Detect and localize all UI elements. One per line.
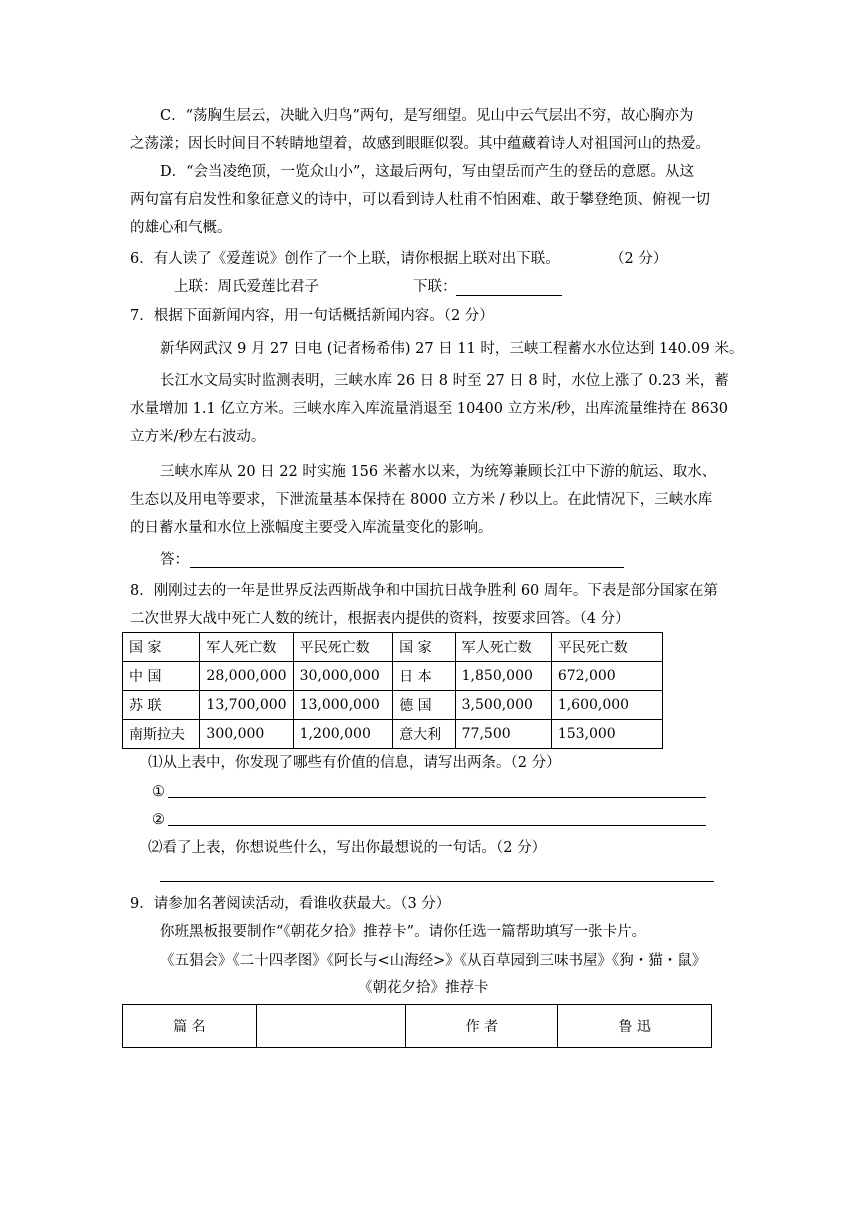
q8-answer-mark-1: ①: [152, 784, 165, 800]
card-author-label: 作 者: [406, 1005, 558, 1048]
q9-question: 9．请参加名著阅读活动，看谁收获最大。（3 分）: [130, 896, 451, 912]
table-row: [123, 662, 663, 691]
table-cell: 南斯拉夫: [123, 720, 200, 749]
header-cell: 国 家: [123, 633, 200, 662]
q9-instruction: 你班黑板报要制作“《朝花夕拾》推荐卡”。请你任选一篇帮助填写一张卡片。: [160, 924, 647, 940]
q9-card-title: 《朝花夕拾》推荐卡: [358, 980, 489, 996]
q5-option-d-line1: D．“会当凌绝顶，一览众山小”，这最后两句，写由望岳而产生的登岳的意愿。从这: [160, 164, 694, 180]
q5-option-d-line3: 的雄心和气概。: [130, 220, 232, 236]
q8-subquestion-2: ⑵看了上表，你想说些什么，写出你最想说的一句话。（2 分）: [148, 840, 547, 856]
q7-news-p3-line1: 三峡水库从 20 日 22 时实施 156 米蓄水以来，为统筹兼顾长江中下游的航运、取水、: [160, 464, 717, 480]
q7-news-p1: 新华网武汉 9 月 27 日电 (记者杨希伟) 27 日 11 时，三峡工程蓄水水位达到 140.09 米。: [160, 341, 744, 357]
q8-question-line1: 8．刚刚过去的一年是世界反法西斯战争和中国抗日战争胜利 60 周年。下表是部分国家在第: [130, 583, 718, 599]
table-cell: 300,000: [200, 720, 293, 749]
q6-question: 6．有人读了《爱莲说》创作了一个上联，请你根据上联对出下联。: [130, 251, 560, 267]
table-row: [123, 691, 663, 720]
q7-news-p3-line2: 生态以及用电等要求，下泄流量基本保持在 8000 立方米 / 秒以上。在此情况下，三峡水库: [130, 492, 713, 508]
card-name-label: 篇 名: [123, 1005, 257, 1048]
q8-answer-blank-2[interactable]: [168, 825, 706, 826]
q7-question: 7．根据下面新闻内容，用一句话概括新闻内容。（2 分）: [130, 308, 494, 324]
header-cell: 军人死亡数: [455, 633, 551, 662]
q8-question-line2: 二次世界大战中死亡人数的统计，根据表内提供的资料，按要求回答。（4 分）: [130, 611, 630, 627]
table-cell: 1,200,000: [293, 720, 393, 749]
q6-score: （2 分）: [610, 251, 668, 267]
q5-option-c-line1: C．“荡胸生层云，决眦入归鸟”两句，是写细望。见山中云气层出不穷，故心胸亦为: [160, 108, 694, 124]
q7-news-p2-line2: 水量增加 1.1 亿立方米。三峡水库入库流量消退至 10400 立方米/秒，出库流量维持在 8630: [130, 401, 729, 417]
q7-news-p2-line1: 长江水文局实时监测表明，三峡水库 26 日 8 时至 27 日 8 时，水位上涨了 0.23 米，蓄: [160, 373, 729, 389]
q6-answer-blank[interactable]: [456, 295, 562, 296]
table-row: [123, 720, 663, 749]
table-cell: 30,000,000: [293, 662, 393, 691]
table-cell: 3,500,000: [455, 691, 551, 720]
card-author-value: 鲁 迅: [558, 1005, 712, 1048]
header-cell: 平民死亡数: [551, 633, 662, 662]
q9-essay-titles: 《五猖会》《二十四孝图》《阿长与<山海经>》《从百草园到三味书屋》《狗・猫・鼠》: [160, 953, 707, 969]
recommendation-card: [122, 1004, 712, 1048]
table-cell: 德 国: [393, 691, 455, 720]
header-cell: 军人死亡数: [200, 633, 293, 662]
q8-answer-blank-1[interactable]: [168, 797, 706, 798]
q8-subquestion-1: ⑴从上表中，你发现了哪些有价值的信息，请写出两条。（2 分）: [148, 755, 561, 771]
table-cell: 日 本: [393, 662, 455, 691]
q7-news-p3-line3: 的日蓄水量和水位上涨幅度主要受入库流量变化的影响。: [130, 520, 493, 536]
table-cell: 153,000: [551, 720, 662, 749]
q8-answer-blank-3[interactable]: [160, 881, 714, 882]
table-cell: 672,000: [551, 662, 662, 691]
q7-answer-blank[interactable]: [190, 567, 624, 568]
table-cell: 77,500: [455, 720, 551, 749]
q7-answer-label: 答：: [160, 552, 189, 568]
table-cell: 苏 联: [123, 691, 200, 720]
q7-news-p2-line3: 立方米/秒左右波动。: [130, 429, 266, 445]
table-cell: 13,000,000: [293, 691, 393, 720]
table-cell: 1,600,000: [551, 691, 662, 720]
table-cell: 中 国: [123, 662, 200, 691]
card-row: [123, 1005, 712, 1048]
table-cell: 28,000,000: [200, 662, 293, 691]
war-casualties-table: [122, 632, 663, 749]
q5-option-c-line2: 之荡漾；因长时间目不转睛地望着，故感到眼眶似裂。其中蕴藏着诗人对祖国河山的热爱。: [130, 136, 710, 152]
card-name-field[interactable]: [256, 1005, 406, 1048]
q6-lower-couplet-label: 下联：: [413, 279, 457, 295]
table-header-row: [123, 633, 663, 662]
q6-upper-couplet: 上联：周氏爱莲比君子: [174, 279, 319, 295]
q8-answer-mark-2: ②: [152, 812, 165, 828]
table-cell: 意大利: [393, 720, 455, 749]
table-cell: 13,700,000: [200, 691, 293, 720]
header-cell: 国 家: [393, 633, 455, 662]
header-cell: 平民死亡数: [293, 633, 393, 662]
q5-option-d-line2: 两句富有启发性和象征意义的诗中，可以看到诗人杜甫不怕困难、敢于攀登绝顶、俯视一切: [130, 192, 710, 208]
table-cell: 1,850,000: [455, 662, 551, 691]
